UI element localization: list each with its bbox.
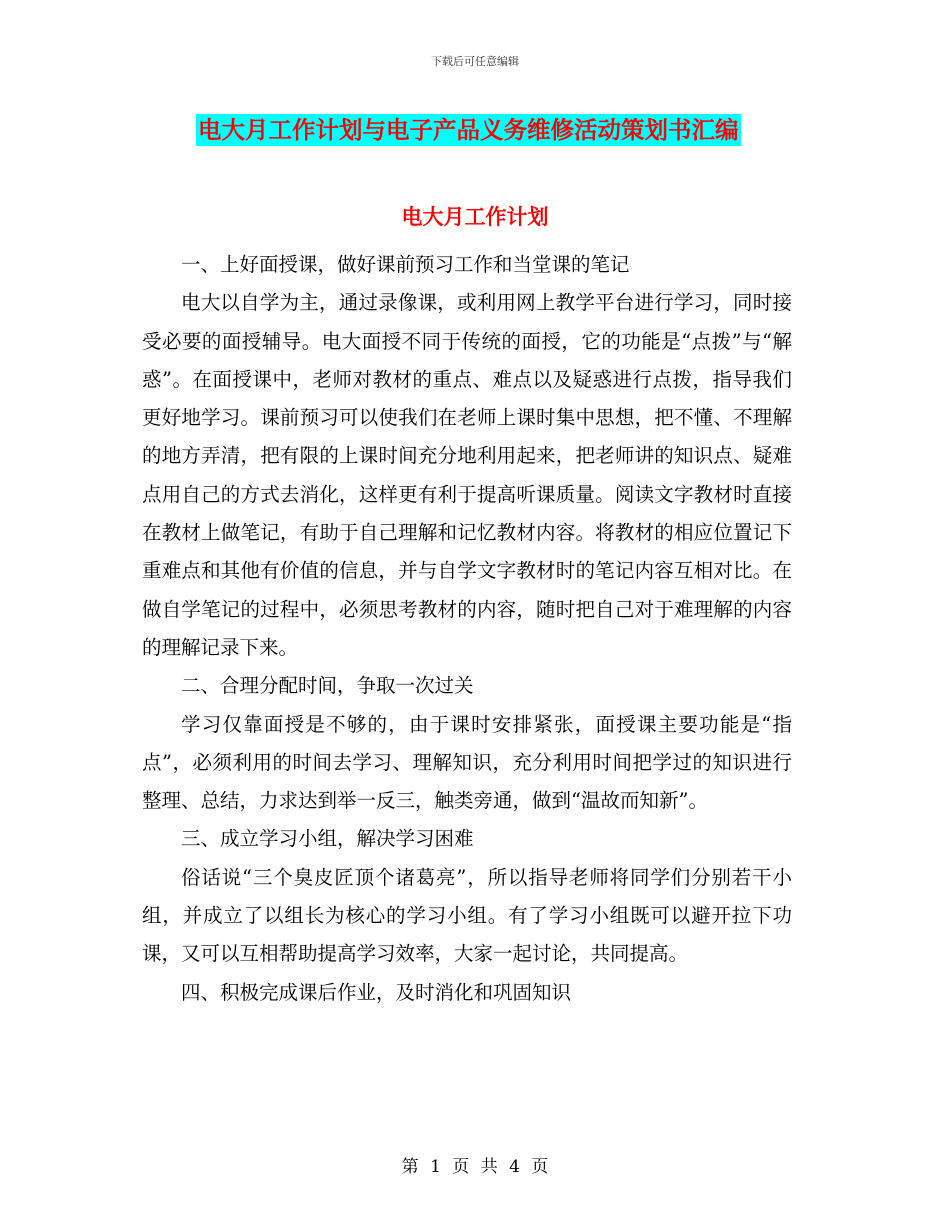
paragraph-3: 俗话说“三个臭皮匠顶个诸葛亮”，所以指导老师将同学们分别若干小组，并成立了以组长为核心的学习小组。有了学习小组既可以避开拉下功课，又可以互相帮助提高学习效率，大家一起讨论，共同提高。: [142, 865, 792, 966]
page-header: 下载后可任意编辑: [431, 55, 519, 68]
heading-3: 三、成立学习小组，解决学习困难: [181, 827, 474, 851]
heading-1: 一、上好面授课，做好课前预习工作和当堂课的笔记: [181, 253, 630, 276]
paragraph-1: 电大以自学为主，通过录像课，或利用网上教学平台进行学习，同时接受必要的面授辅导。电大面授不同于传统的面授，它的功能是“点拨”与“解惑”。在面授课中，老师对教材的重点、难点以及疑惑进行点拨，指导我们更好地学习。课前预习可以使我们在老师上课时集中思想，把不懂、不理解的地方弄清，把有限的上课时间充分地利用起来，把老师讲的知识点、疑难点用自己的方式去消化，这样更有利于提高听课质量。阅读文字教材时直接在教材上做笔记，有助于自己理解和记忆教材内容。将教材的相应位置记下重难点和其他有价值的信息，并与自学文字教材时的笔记内容互相对比。在做自学笔记的过程中，必须思考教材的内容，随时把自己对于难理解的内容的理解记录下来。: [142, 291, 792, 659]
heading-4: 四、积极完成课后作业，及时消化和巩固知识: [181, 980, 572, 1004]
paragraph-2: 学习仅靠面授是不够的，由于课时安排紧张，面授课主要功能是“指点”，必须利用的时间去学习、理解知识，充分利用时间把学过的知识进行整理、总结，力求达到举一反三，触类旁通，做到“温故而知新”。: [142, 712, 792, 813]
heading-2: 二、合理分配时间，争取一次过关: [181, 674, 474, 698]
document-title: 电大月工作计划与电子产品义务维修活动策划书汇编: [198, 116, 739, 144]
page-footer: 第 1 页 共 4 页: [401, 1157, 549, 1177]
section-title: 电大月工作计划: [401, 205, 549, 229]
document-body: [142, 246, 792, 1012]
